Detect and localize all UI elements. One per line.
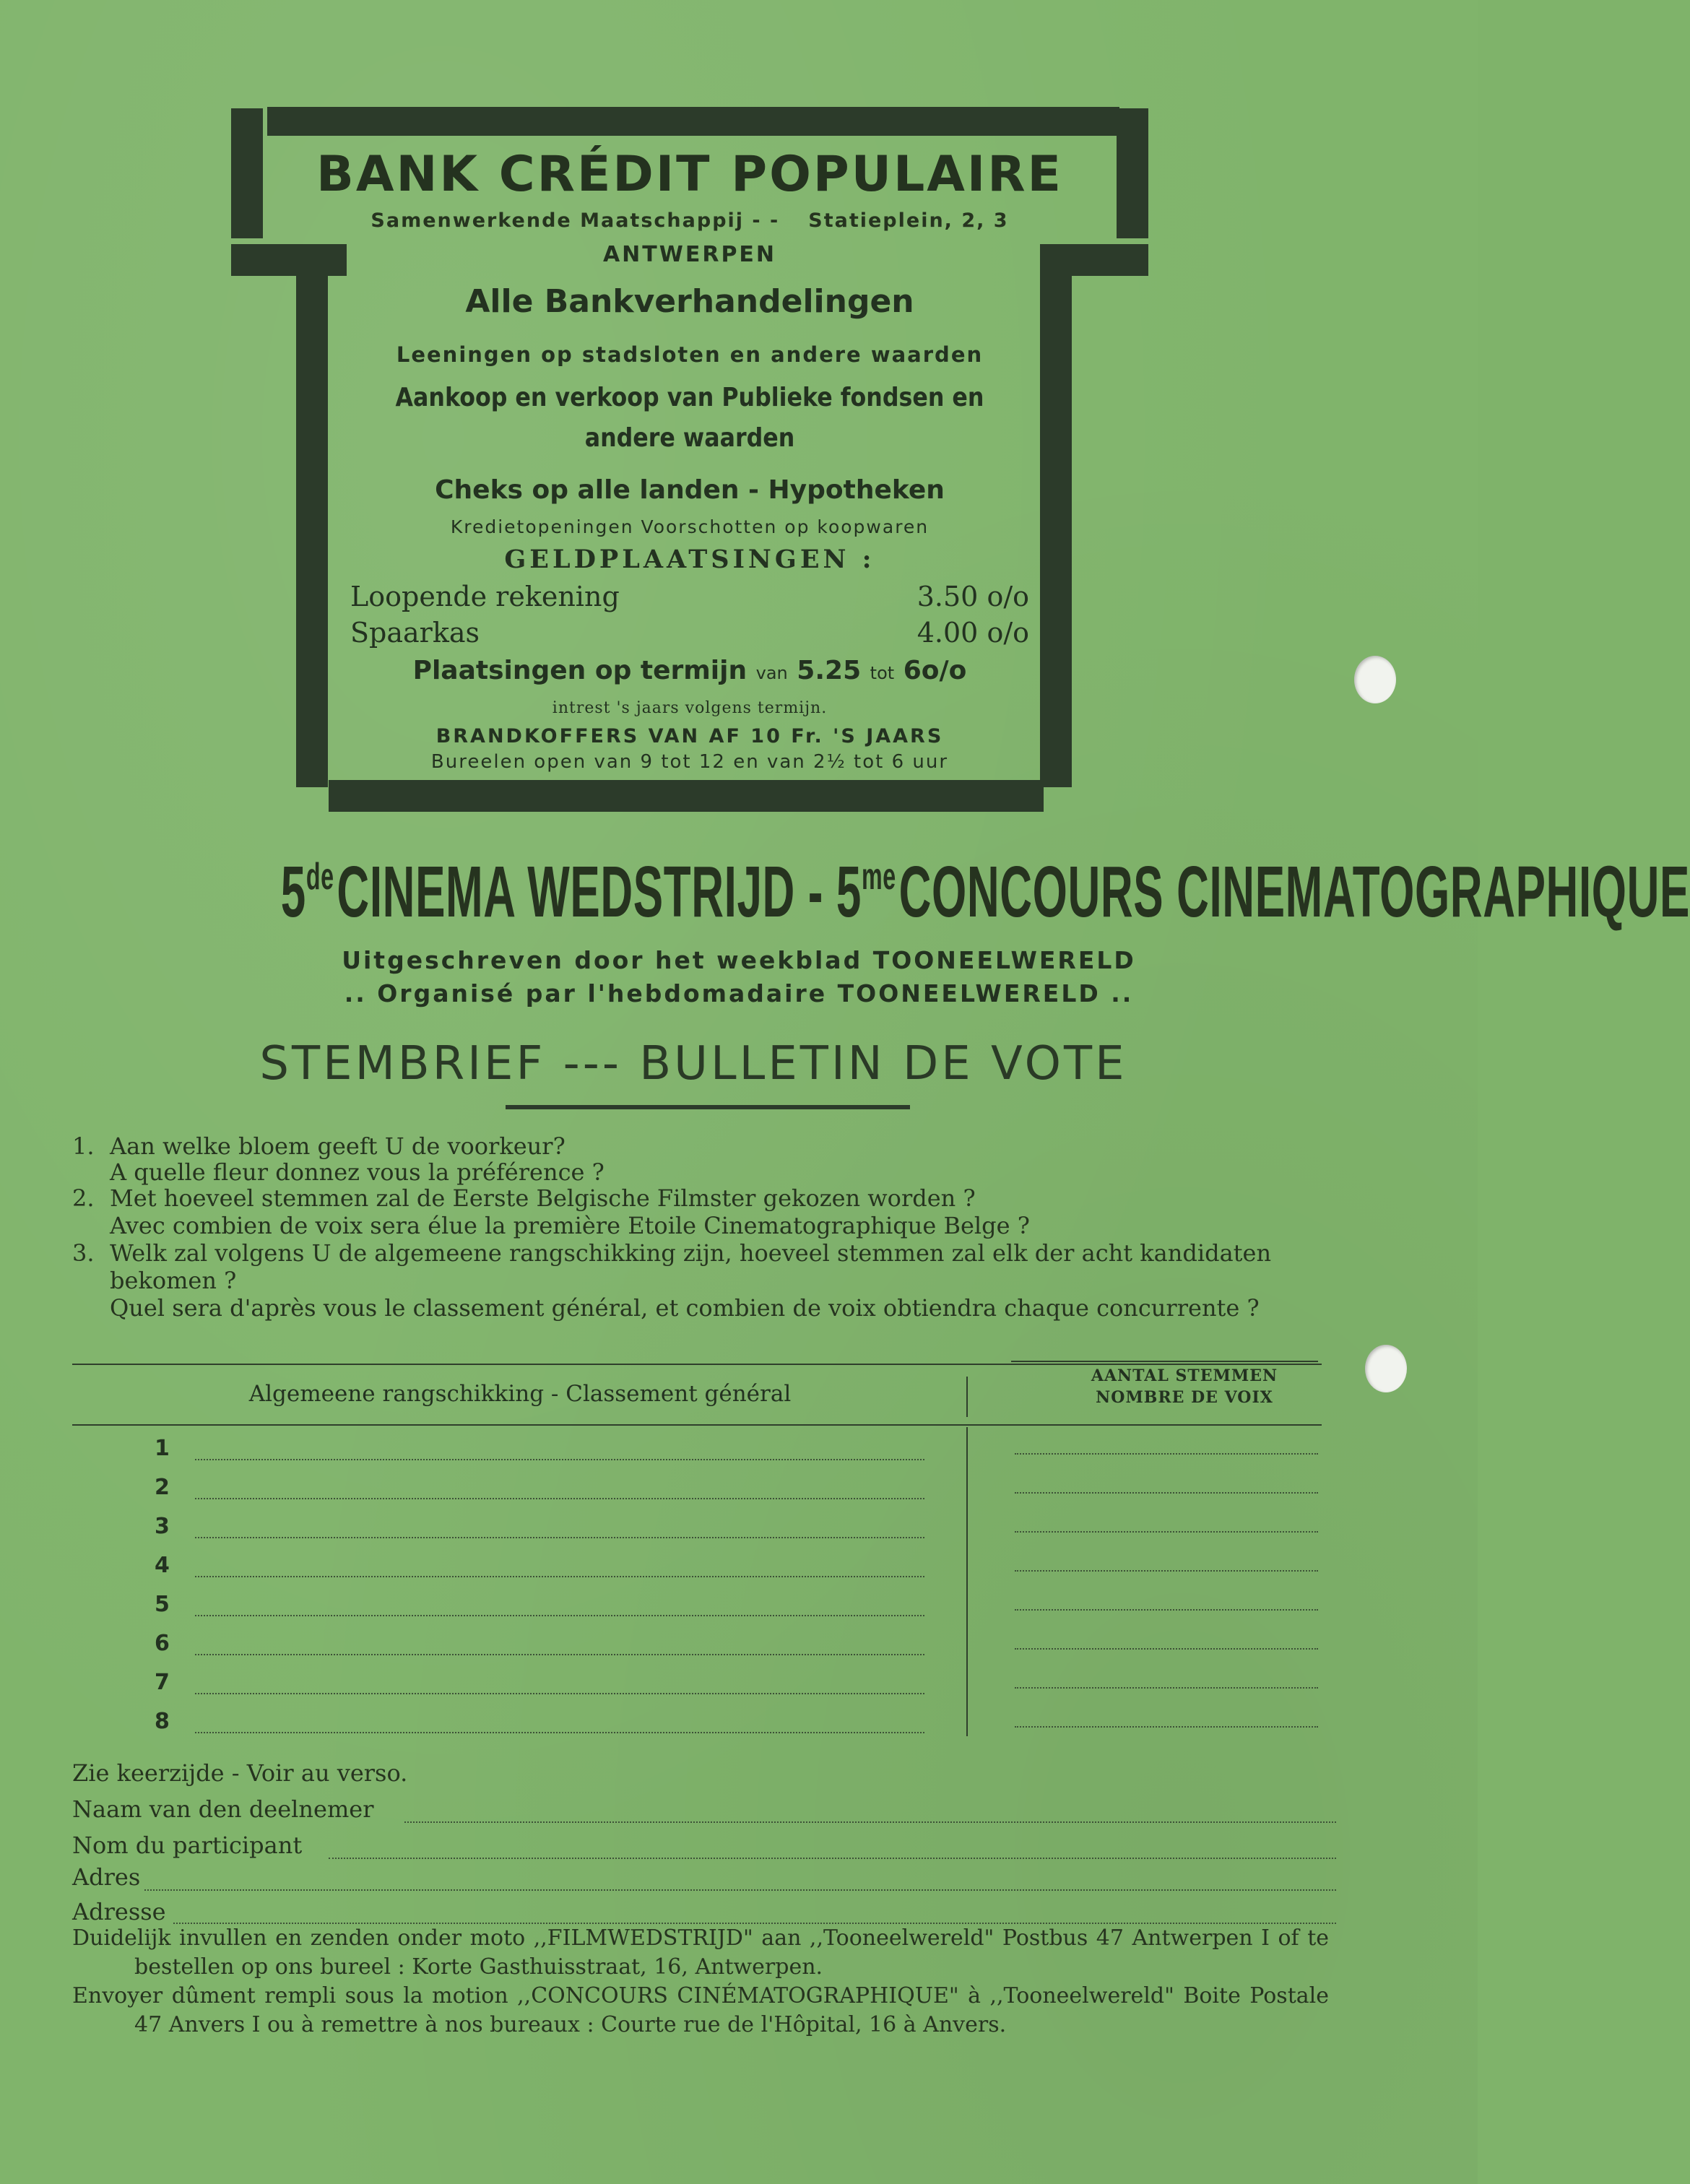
title-sup-2: me xyxy=(862,856,896,898)
title-num-2: 5 xyxy=(836,852,862,932)
rank-name-field[interactable] xyxy=(195,1459,924,1460)
question-line xyxy=(72,1132,1358,1160)
ad-loans-line: Leeningen op stadsloten en andere waarden xyxy=(396,342,984,367)
table-header-ranking: Algemeene rangschikking - Classement général xyxy=(248,1381,792,1407)
question-text: Met hoeveel stemmen zal de Eerste Belgische Filmster gekozen worden ? xyxy=(110,1184,976,1212)
rank-number: 8 xyxy=(155,1709,170,1734)
participant-name-field[interactable] xyxy=(404,1821,1336,1823)
ad-rate-current-account xyxy=(350,581,1029,612)
address-field[interactable] xyxy=(144,1889,1336,1891)
ad-deposits-heading: GELDPLAATSINGEN : xyxy=(504,545,875,574)
table-column-divider xyxy=(966,1427,968,1736)
question-text: A quelle fleur donnez vous la préférence ? xyxy=(110,1158,604,1186)
rank-votes-field[interactable] xyxy=(1015,1570,1318,1572)
rank-number: 2 xyxy=(155,1475,170,1500)
ad-heading: Alle Bankverhandelingen xyxy=(465,283,914,320)
ad-subtitle xyxy=(231,209,1148,232)
participant-name-label-nl: Naam van den deelnemer xyxy=(72,1795,374,1823)
ad-funds-line-cont: andere waarden xyxy=(584,423,795,453)
rank-votes-field[interactable] xyxy=(1015,1531,1318,1533)
table-top-rule-right xyxy=(1011,1361,1318,1362)
submission-instructions xyxy=(72,1924,1329,2040)
question-line xyxy=(72,1239,1358,1267)
table-header-votes xyxy=(975,1365,1394,1408)
ad-hours: Bureelen open van 9 tot 12 en van 2½ tot 6 uur xyxy=(430,751,949,773)
question-text: Quel sera d'après vous le classement général, et combien de voix obtiendra chaque concurrente ? xyxy=(110,1294,1260,1322)
question-line xyxy=(72,1267,1395,1294)
rank-name-field[interactable] xyxy=(195,1693,924,1694)
ad-subtitle-company: Samenwerkende Maatschappij - - xyxy=(370,209,780,232)
rank-number: 1 xyxy=(155,1436,170,1461)
rank-number: 7 xyxy=(155,1670,170,1695)
participant-name-field-fr[interactable] xyxy=(329,1858,1336,1859)
rank-name-field[interactable] xyxy=(195,1576,924,1577)
ad-interest-note: intrest 's jaars volgens termijn. xyxy=(552,699,828,717)
rank-votes-field[interactable] xyxy=(1015,1492,1318,1494)
rank-number: 3 xyxy=(155,1514,170,1539)
rank-votes-field[interactable] xyxy=(1015,1609,1318,1611)
title-num-1: 5 xyxy=(280,852,306,932)
address-label-nl: Adres xyxy=(72,1863,141,1891)
title-sup-1: de xyxy=(306,856,334,898)
ballot-title-underline xyxy=(506,1105,910,1109)
ad-funds-line: Aankoop en verkoop van Publieke fondsen en xyxy=(395,383,984,412)
ad-cheques-line: Cheks op alle landen - Hypotheken xyxy=(435,475,945,505)
question-text: Aan welke bloem geeft U de voorkeur? xyxy=(110,1132,566,1160)
ad-safes: BRANDKOFFERS VAN AF 10 Fr. 'S JAARS xyxy=(436,725,944,748)
question-line xyxy=(72,1294,1395,1322)
rate-value: 3.50 o/o xyxy=(916,581,1029,612)
question-number: 2. xyxy=(72,1184,95,1212)
rank-name-field[interactable] xyxy=(195,1498,924,1499)
contest-title xyxy=(280,851,1690,934)
ad-rate-savings xyxy=(350,617,1029,649)
rank-votes-field[interactable] xyxy=(1015,1726,1318,1728)
ad-credit-line: Kredietopeningen Voorschotten op koopwaren xyxy=(450,516,930,537)
rank-votes-field[interactable] xyxy=(1015,1453,1318,1455)
rank-name-field[interactable] xyxy=(195,1615,924,1616)
ad-frame-top xyxy=(267,107,1119,136)
ad-frame-bottom xyxy=(329,780,1044,812)
rank-name-field[interactable] xyxy=(195,1654,924,1655)
question-number: 3. xyxy=(72,1239,95,1267)
table-header-bottom-rule xyxy=(72,1424,1322,1426)
question-line xyxy=(72,1158,1395,1186)
instructions-fr: Envoyer dûment rempli sous la motion ,,CONCOURS CINÉMATOGRAPHIQUE" à ,,Tooneelwereld" Boite Postale 47 Anvers I ou à remettre à nos bureaux : Courte rue de l'Hôpital, 16 à Anvers. xyxy=(72,1983,1329,2037)
rank-number: 4 xyxy=(155,1553,170,1578)
question-line xyxy=(72,1212,1395,1239)
rank-number: 6 xyxy=(155,1631,170,1656)
address-label-fr: Adresse xyxy=(72,1898,166,1925)
rank-number: 5 xyxy=(155,1592,170,1617)
question-line xyxy=(72,1184,1358,1212)
rate-label: Loopende rekening xyxy=(350,581,620,612)
rate-value: 4.00 o/o xyxy=(916,617,1029,649)
votes-header-fr: NOMBRE DE VOIX xyxy=(1096,1388,1273,1407)
rank-name-field[interactable] xyxy=(195,1537,924,1538)
ad-subtitle-address: Statieplein, 2, 3 xyxy=(808,209,1009,232)
rank-name-field[interactable] xyxy=(195,1732,924,1733)
table-header-divider xyxy=(966,1377,968,1417)
question-text: bekomen ? xyxy=(110,1267,237,1294)
instructions-nl: Duidelijk invullen en zenden onder moto ,,FILMWEDSTRIJD" aan ,,Tooneelwereld" Postbus 47 Antwerpen I of te bestellen op ons bureel : Korte Gasthuisstraat, 16, Antwerpen. xyxy=(72,1925,1329,1980)
term-high-rate: 6o/o xyxy=(903,656,967,685)
term-low-rate: 5.25 xyxy=(797,656,862,685)
ad-title: BANK CRÉDIT POPULAIRE xyxy=(316,146,1064,203)
participant-name-label-fr: Nom du participant xyxy=(72,1832,303,1859)
see-back-note: Zie keerzijde - Voir au verso. xyxy=(72,1759,408,1787)
votes-header-nl: AANTAL STEMMEN xyxy=(1091,1366,1278,1385)
ballot-title: STEMBRIEF --- BULLETIN DE VOTE xyxy=(259,1037,1127,1091)
bank-advertisement xyxy=(231,101,1148,816)
question-text: Welk zal volgens U de algemeene rangschikking zijn, hoeveel stemmen zal elk der acht kandidaten xyxy=(110,1239,1272,1267)
rate-label: Spaarkas xyxy=(350,617,480,649)
question-number: 1. xyxy=(72,1132,95,1160)
question-text: Avec combien de voix sera élue la première Etoile Cinematographique Belge ? xyxy=(110,1212,1030,1239)
punch-hole-top xyxy=(1354,656,1396,703)
term-tot: tot xyxy=(870,663,895,683)
ad-term-deposits xyxy=(231,656,1148,685)
rank-votes-field[interactable] xyxy=(1015,1648,1318,1650)
term-label: Plaatsingen op termijn xyxy=(412,656,748,685)
contest-subtitle-fr: .. Organisé par l'hebdomadaire TOONEELWERELD .. xyxy=(344,979,1134,1008)
title-part-1: CINEMA WEDSTRIJD - xyxy=(337,852,836,932)
contest-subtitle-nl: Uitgeschreven door het weekblad TOONEELWERELD xyxy=(342,946,1136,974)
term-van: van xyxy=(755,663,788,683)
rank-votes-field[interactable] xyxy=(1015,1687,1318,1689)
ad-city: ANTWERPEN xyxy=(602,242,777,267)
title-part-2: CONCOURS CINEMATOGRAPHIQUE xyxy=(898,852,1690,932)
